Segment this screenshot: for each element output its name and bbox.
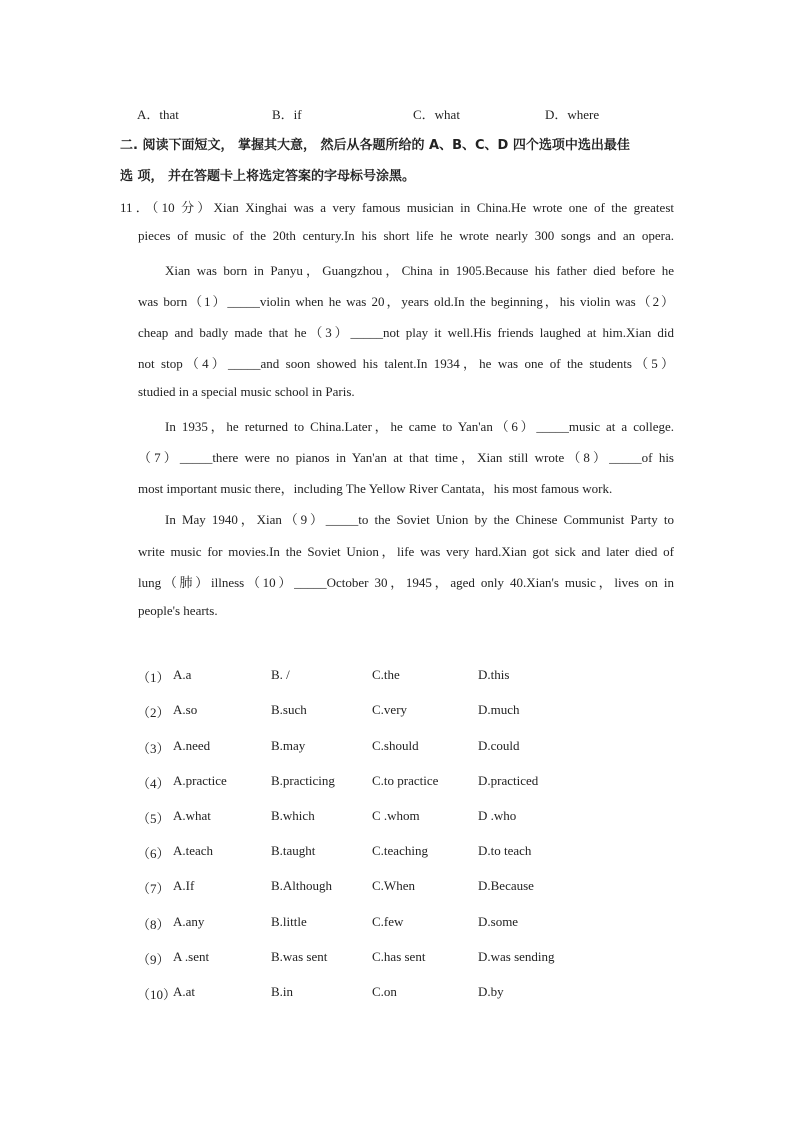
passage-line: lung（肺）illness（10）_____October 30，1945，aged only 40.Xian's music，lives on in — [138, 575, 674, 590]
passage-line: not stop（4）_____and soon showed his talent.In 1934，he was one of the students（5） — [138, 356, 674, 371]
option-a[interactable]: A.so — [173, 702, 198, 717]
option-a[interactable]: A .sent — [173, 949, 210, 964]
option-d[interactable]: D.to teach — [478, 843, 532, 858]
option-number: （2） — [137, 705, 170, 720]
passage-line: （7）_____there were no pianos in Yan'an at that time，Xian still wrote（8）_____of his — [138, 450, 674, 465]
option-number: （8） — [137, 917, 170, 932]
option-number: （4） — [137, 776, 170, 791]
option-d[interactable]: D.by — [478, 984, 504, 999]
option-a[interactable]: A.any — [173, 914, 205, 929]
option-d[interactable]: D .who — [478, 808, 517, 823]
prev-option-b: B．if — [272, 107, 302, 122]
prev-option-a: A．that — [137, 107, 179, 122]
section-instruction-line1: 二. 阅读下面短文， 掌握其大意， 然后从各题所给的 A、B、C、D 四个选项中选出最佳 — [120, 138, 630, 153]
option-d[interactable]: D.Because — [478, 878, 534, 893]
option-c[interactable]: C.on — [372, 984, 397, 999]
option-b[interactable]: B.in — [271, 984, 294, 999]
section-instruction-line2: 选 项， 并在答题卡上将选定答案的字母标号涂黑。 — [120, 169, 416, 184]
option-c[interactable]: C.should — [372, 738, 419, 753]
option-number: （3） — [137, 741, 170, 756]
passage-line: was born（1）_____violin when he was 20，years old.In the beginning，his violin was（2） — [138, 294, 674, 309]
option-row-7 — [137, 878, 737, 898]
passage-line: Xian was born in Panyu，Guangzhou，China in 1905.Because his father died before he — [165, 263, 674, 278]
option-d[interactable]: D.much — [478, 702, 520, 717]
option-number: （7） — [137, 881, 170, 896]
option-b[interactable]: B.little — [271, 914, 307, 929]
option-row-3 — [137, 738, 737, 758]
option-c[interactable]: C.When — [372, 878, 415, 893]
option-row-9 — [137, 949, 737, 969]
option-a[interactable]: A.practice — [173, 773, 227, 788]
passage-line: most important music there，including The Yellow River Cantata，his most famous work. — [138, 481, 613, 496]
option-c[interactable]: C.teaching — [372, 843, 428, 858]
option-row-8 — [137, 914, 737, 934]
question-header-line: 11．（10 分）Xian Xinghai was a very famous musician in China.He wrote one of the greatest — [120, 200, 674, 215]
option-d[interactable]: D.was sending — [478, 949, 555, 964]
option-b[interactable]: B.such — [271, 702, 307, 717]
option-row-6 — [137, 843, 737, 863]
prev-option-d: D．where — [545, 107, 600, 122]
option-row-4 — [137, 773, 737, 793]
option-a[interactable]: A.what — [173, 808, 211, 823]
option-row-2 — [137, 702, 737, 722]
prev-option-c: C．what — [413, 107, 460, 122]
option-c[interactable]: C.the — [372, 667, 400, 682]
option-row-10 — [137, 984, 737, 1004]
option-c[interactable]: C.very — [372, 702, 408, 717]
option-a[interactable]: A.a — [173, 667, 192, 682]
option-c[interactable]: C.to practice — [372, 773, 439, 788]
option-a[interactable]: A.If — [173, 878, 195, 893]
passage-line: people's hearts. — [138, 603, 218, 618]
passage-line: In May 1940，Xian（9）_____to the Soviet Union by the Chinese Communist Party to — [165, 512, 674, 527]
option-row-1 — [137, 667, 737, 687]
option-b[interactable]: B.practicing — [271, 773, 335, 788]
previous-question-options — [137, 104, 737, 124]
option-b[interactable]: B. / — [271, 667, 290, 682]
passage-line: pieces of music of the 20th century.In his short life he wrote nearly 300 songs and an opera. — [138, 228, 674, 243]
passage-line: studied in a special music school in Paris. — [138, 384, 355, 399]
option-c[interactable]: C.few — [372, 914, 404, 929]
option-b[interactable]: B.Although — [271, 878, 333, 893]
option-b[interactable]: B.may — [271, 738, 306, 753]
option-b[interactable]: B.was sent — [271, 949, 328, 964]
option-number: （6） — [137, 846, 170, 861]
option-d[interactable]: D.could — [478, 738, 520, 753]
option-row-5 — [137, 808, 737, 828]
passage-line: In 1935，he returned to China.Later，he came to Yan'an（6）_____music at a college. — [165, 419, 674, 434]
option-number: （10） — [137, 987, 177, 1002]
option-number: （1） — [137, 670, 170, 685]
option-number: （9） — [137, 952, 170, 967]
option-a[interactable]: A.at — [173, 984, 196, 999]
option-a[interactable]: A.need — [173, 738, 211, 753]
option-d[interactable]: D.this — [478, 667, 510, 682]
option-b[interactable]: B.which — [271, 808, 315, 823]
passage-line: cheap and badly made that he（3）_____not play it well.His friends laughed at him.Xian did — [138, 325, 674, 340]
option-d[interactable]: D.practiced — [478, 773, 539, 788]
passage-line: write music for movies.In the Soviet Union，life was very hard.Xian got sick and later died of — [138, 544, 674, 559]
option-d[interactable]: D.some — [478, 914, 519, 929]
option-number: （5） — [137, 811, 170, 826]
option-c[interactable]: C .whom — [372, 808, 420, 823]
option-a[interactable]: A.teach — [173, 843, 214, 858]
option-b[interactable]: B.taught — [271, 843, 316, 858]
option-c[interactable]: C.has sent — [372, 949, 426, 964]
